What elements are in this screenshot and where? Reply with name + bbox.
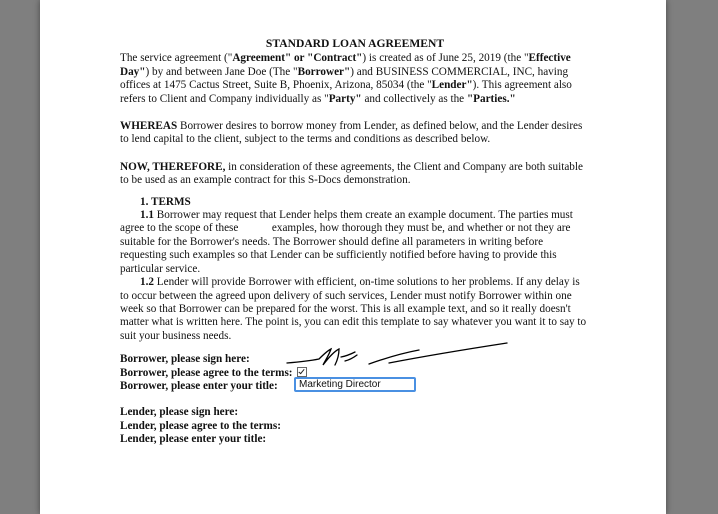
lender-sign-block: [120, 406, 590, 447]
intro-bold-agreement: Agreement" or "Contract": [232, 52, 363, 65]
intro-text-3: ) by and between Jane Doe (The ": [145, 65, 298, 78]
intro-text-5: ). This agreement also refers to Client and Company individually as ": [120, 79, 572, 105]
document-page: [40, 0, 666, 514]
intro-text-2: ) is created as of June 25, 2019 (the ": [362, 52, 529, 65]
borrower-title-label: Borrower, please enter your title:: [120, 380, 278, 393]
clause-1-2-number: 1.2: [140, 276, 154, 289]
whereas-text: Borrower desires to borrow money from Lender, as defined below, and the Lender desires to lend capital to the client, subject to the terms and conditions as described below.: [120, 120, 583, 146]
lender-title-row: Lender, please enter your title:: [120, 433, 267, 446]
section-terms-heading: 1. TERMS: [140, 195, 191, 208]
intro-paragraph: [120, 52, 590, 106]
spacer: [120, 106, 590, 120]
borrower-title-input[interactable]: [294, 377, 416, 392]
intro-bold-lender: Lender": [431, 79, 473, 92]
intro-bold-party: Party": [328, 92, 362, 105]
intro-bold-borrower: Borrower": [297, 65, 351, 78]
clause-1-1: [120, 209, 590, 276]
borrower-agree-checkbox[interactable]: [297, 367, 307, 377]
therefore-paragraph: [120, 161, 590, 188]
whereas-paragraph: [120, 120, 590, 147]
borrower-sign-block: [120, 353, 590, 394]
clause-1-1-number: 1.1: [140, 209, 154, 222]
intro-bold-parties: "Parties.": [466, 92, 516, 105]
intro-text-6: and collectively as the: [361, 92, 467, 105]
whereas-bold: WHEREAS: [120, 120, 178, 133]
clause-1-2: [120, 276, 590, 343]
intro-text-4: ) and BUSINESS COMMERCIAL, INC, having offices at 1475 Cactus Street, Suite B, Phoenix, Arizona, 85034 (the ": [120, 65, 569, 92]
borrower-title-row: [120, 380, 590, 394]
therefore-text: in consideration of these agreements, the Client and Company are both suitable to be used as an example contract for this S-Docs demonstration.: [120, 160, 583, 187]
borrower-agree-label: Borrower, please agree to the terms:: [120, 366, 293, 379]
lender-agree-row: Lender, please agree to the terms:: [120, 419, 281, 432]
intro-bold-effective-day: Effective Day": [120, 52, 571, 78]
document-content: [120, 37, 590, 447]
therefore-bold: NOW, THEREFORE,: [120, 160, 226, 173]
document-title: STANDARD LOAN AGREEMENT: [265, 37, 445, 50]
intro-text-1: The service agreement (": [120, 52, 233, 65]
clause-1-2-text: Lender will provide Borrower with efficient, on-time solutions to her problems. If any delay is to occur between the agreed upon delivery of such services, Lender must notify Borrower within one week so that Borrower can be prepared for the worst. This is all example text, and so it really doesn't matter what is written here. The point is, you can edit this template to say whatever you want it to say to suit your business needs.: [120, 276, 587, 342]
spacer: [120, 147, 590, 161]
lender-sign-row: Lender, please sign here:: [120, 405, 239, 418]
clause-1-1-text: Borrower may request that Lender helps them create an example document. The parties must agree to the scope of these examples, how thorough they must be, and whether or not they are suitable for the Borrower's needs. The Borrower should define all parameters in writing before requesting such examples so that Lender can be sufficiently notified before having to provide this particular service.: [120, 209, 576, 275]
borrower-sign-row: [120, 353, 590, 367]
borrower-sign-label: Borrower, please sign here:: [120, 353, 250, 366]
